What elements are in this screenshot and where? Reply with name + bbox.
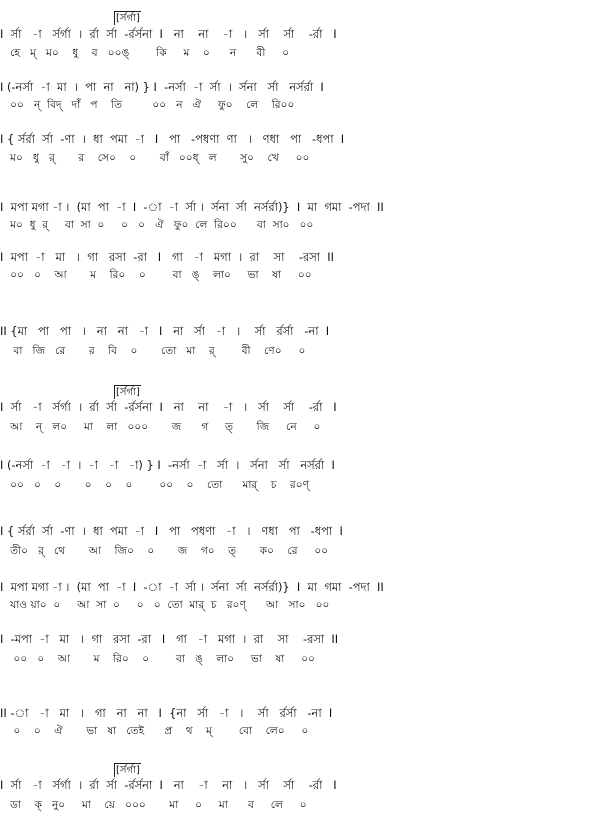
notation-line-6: II {মা পা পা । না না -া I না র্সা -া । র্সা র্রর্সা -না I <box>0 324 330 338</box>
lyric-line-4: ম০ ধু র্ বা সা ০ ০ ০ ঐ ফু০ লে রি০০ বা সা০ ০০ <box>0 219 314 231</box>
notation-line-12: II -া -া মা । গা না না I {না র্সা -া । র্সা র্রর্সা -না I <box>0 706 333 720</box>
lyric-line-13: ডা ক্ নু০ মা য়ে ০০০ মা ০ মা ব লে ০ <box>0 799 307 811</box>
notation-line-11: I -মপা -া মা । গা রসা -রা I গা -া মগা । রা সা -রসা II <box>0 632 339 646</box>
lyric-line-12: ০ ০ ঐ ভা ষা তেই প্র থ ম্ বো লে০ ০ <box>0 725 309 737</box>
kan-swar-annotation: [র্সর্গা] <box>116 13 140 24</box>
lyric-line-11: ০০ ০ আ ম রি০ ০ বা ঙ্ লা০ ভা ষা ০০ <box>0 653 315 665</box>
notation-line-2: I (-নর্সা -া মা । পা না না) } I -নর্সা -া র্সা । র্সনা র্সা নর্সর্রা I <box>0 80 324 94</box>
notation-line-13: I র্সা -া র্সর্গা । র্রা র্সা -র্রর্সনা I না -া না । র্সা র্সা -র্রা I <box>0 778 337 792</box>
lyric-line-10: যাও য়া০ ০ আ সা ০ ০ ০ তো মার্ চ র০ণ্ আ সা০ ০০ <box>0 599 330 611</box>
lyric-line-2: ০০ ন্ বিদ্ দাঁ প তি ০০ ন ঐ ফু০ লে রি০০ <box>0 99 295 111</box>
lyric-line-8: ০০ ০ ০ ০ ০ ০ ০০ ০ তো মার্ চ র০ণ্ <box>0 479 310 491</box>
kan-swar-annotation: [র্সর্গা] <box>116 765 140 776</box>
notation-line-4: I মপা মগা -া । (মা পা -া I -া -া র্সা । র্সনা র্সা নর্সর্রা)} I মা গমা -পদা II <box>0 200 384 214</box>
notation-line-1: I র্সা -া র্সর্গা । র্রা র্সা -র্রর্সনা I না না -া । র্সা র্সা -র্রা I <box>0 27 337 41</box>
lyric-line-5: ০০ ০ আ ম রি০ ০ বা ঙ্ লা০ ভা ষা ০০ <box>0 269 312 281</box>
notation-line-9: I { র্সর্রা র্সা -ণা । ধা পমা -া I পা পধণা -া । ণধা পা -ধপা I <box>0 524 343 538</box>
lyric-line-7: আ ন্ ল০ মা লা ০০০ জ গ ত্ জি নে ০ <box>0 421 321 433</box>
notation-line-3: I { র্সর্রা র্সা -ণা । ধা পমা -া I পা -পধণা ণা । ণধা পা -ধপা I <box>0 132 345 146</box>
notation-line-8: I (-নর্সা -া -া । -া -া -া) } I -নর্সা -া র্সা । র্সনা র্সা নর্সর্রা I <box>0 458 335 472</box>
lyric-line-3: ম০ ধু র্ র সে০ ০ বাঁ ০০ধ্ ল সু০ খে ০০ <box>0 152 310 164</box>
notation-line-5: I মপা -া মা । গা রসা -রা I গা -া মগা । রা সা -রসা II <box>0 250 335 264</box>
notation-line-10: I মপা মগা -া । (মা পা -া I -া -া র্সা । র্সনা র্সা নর্সর্রা)} I মা গমা -পদা II <box>0 580 384 594</box>
lyric-line-6: বা জি রে র বি ০ তো মা র্ বী ণে০ ০ <box>0 345 306 357</box>
lyric-line-1: হে ম্ ম০ ধু ব ০০ঙ্ কি ম ০ ন বী ০ <box>0 47 290 59</box>
lyric-line-9: তী০ র্ থে আ জি০ ০ জ গ০ ত্ ক০ রে ০০ <box>0 545 329 557</box>
kan-swar-annotation: [র্সর্গা] <box>116 387 140 398</box>
notation-line-7: I র্সা -া র্সর্গা । র্রা র্সা -র্রর্সনা I না না -া । র্সা র্সা -র্রা I <box>0 400 337 414</box>
